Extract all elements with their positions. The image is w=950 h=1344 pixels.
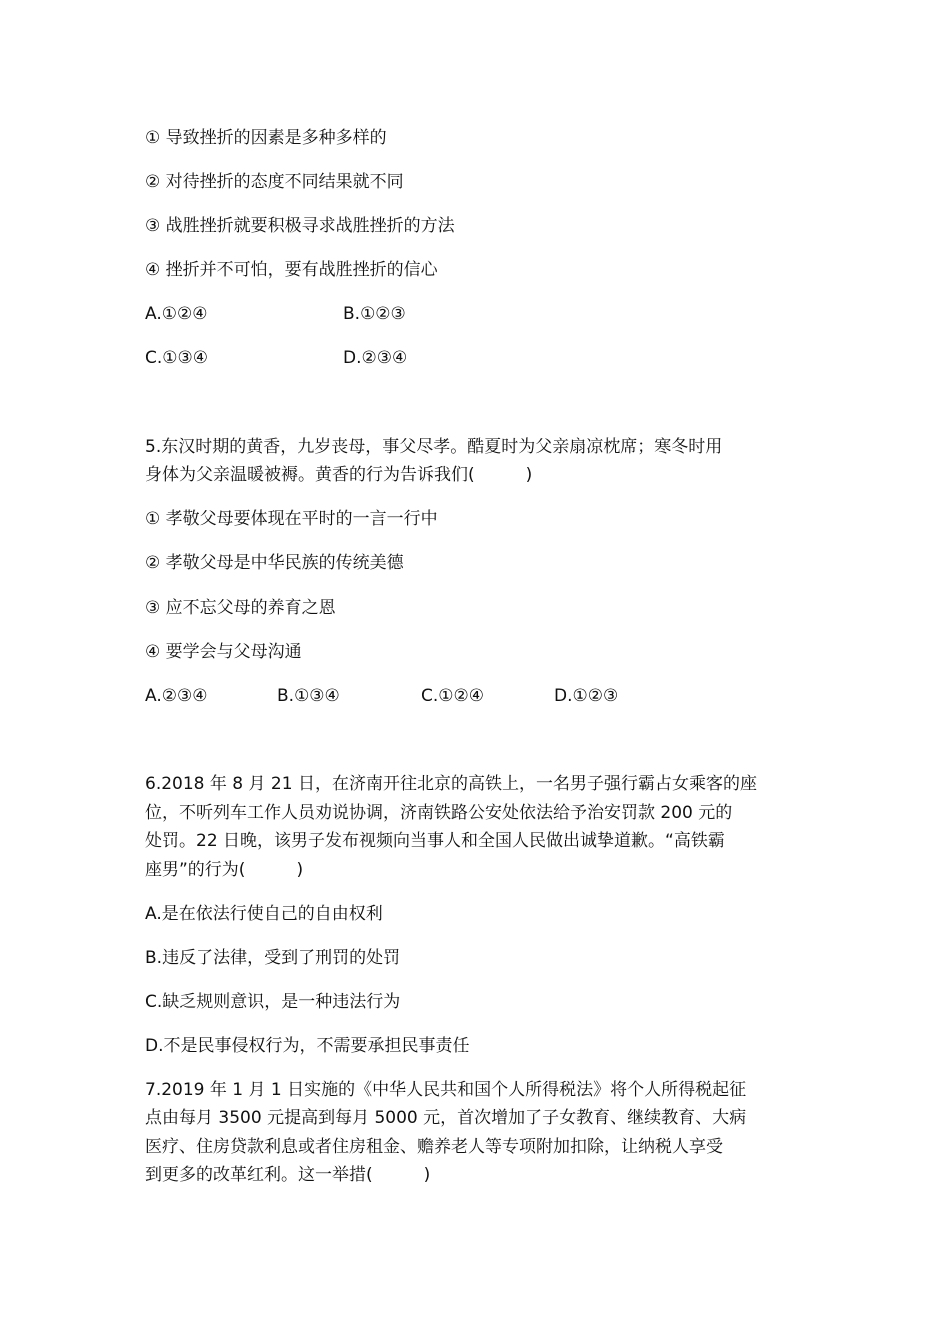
q5-stem-line-2: 身体为父亲温暖被褥。黄香的行为告诉我们( ) (145, 465, 533, 485)
q6-option-a: A.是在依法行使自己的自由权利 (145, 904, 383, 924)
q6-stem-line-4: 座男”的行为( ) (145, 860, 304, 880)
q4-statement-3: ③ 战胜挫折就要积极寻求战胜挫折的方法 (145, 216, 455, 236)
q4-statement-4: ④ 挫折并不可怕，要有战胜挫折的信心 (145, 260, 438, 280)
q5-statement-1: ① 孝敬父母要体现在平时的一言一行中 (145, 509, 438, 529)
q6-stem-line-2: 位，不听列车工作人员劝说协调，济南铁路公安处依法给予治安罚款 200 元的 (145, 803, 733, 823)
q4-option-c: C.①③④ (145, 348, 208, 368)
q4-statement-1: ① 导致挫折的因素是多种多样的 (145, 128, 387, 148)
q6-stem-line-1: 6.2018 年 8 月 21 日，在济南开往北京的高铁上，一名男子强行霸占女乘客的座 (145, 774, 757, 794)
q4-option-d: D.②③④ (343, 348, 408, 368)
q5-option-b: B.①③④ (277, 686, 340, 706)
q5-statement-3: ③ 应不忘父母的养育之恩 (145, 598, 336, 618)
q5-option-d: D.①②③ (554, 686, 619, 706)
q4-statement-2: ② 对待挫折的态度不同结果就不同 (145, 172, 404, 192)
q7-stem-line-4: 到更多的改革红利。这一举措( ) (145, 1165, 431, 1185)
q5-option-c: C.①②④ (421, 686, 484, 706)
q5-option-a: A.②③④ (145, 686, 208, 706)
q4-option-a: A.①②④ (145, 304, 208, 324)
q6-stem-line-3: 处罚。22 日晚，该男子发布视频向当事人和全国人民做出诚挚道歉。“高铁霸 (145, 831, 725, 851)
q7-stem-line-1: 7.2019 年 1 月 1 日实施的《中华人民共和国个人所得税法》将个人所得税起征 (145, 1080, 747, 1100)
q4-option-b: B.①②③ (343, 304, 406, 324)
q6-option-c: C.缺乏规则意识，是一种违法行为 (145, 992, 401, 1012)
q7-stem-line-3: 医疗、住房贷款利息或者住房租金、赡养老人等专项附加扣除，让纳税人享受 (145, 1137, 723, 1157)
q5-statement-2: ② 孝敬父母是中华民族的传统美德 (145, 553, 404, 573)
q6-option-d: D.不是民事侵权行为，不需要承担民事责任 (145, 1036, 470, 1056)
q5-stem-line-1: 5.东汉时期的黄香，九岁丧母，事父尽孝。酷夏时为父亲扇凉枕席；寒冬时用 (145, 437, 723, 457)
q6-option-b: B.违反了法律，受到了刑罚的处罚 (145, 948, 401, 968)
q7-stem-line-2: 点由每月 3500 元提高到每月 5000 元，首次增加了子女教育、继续教育、大病 (145, 1108, 747, 1128)
q5-statement-4: ④ 要学会与父母沟通 (145, 642, 302, 662)
